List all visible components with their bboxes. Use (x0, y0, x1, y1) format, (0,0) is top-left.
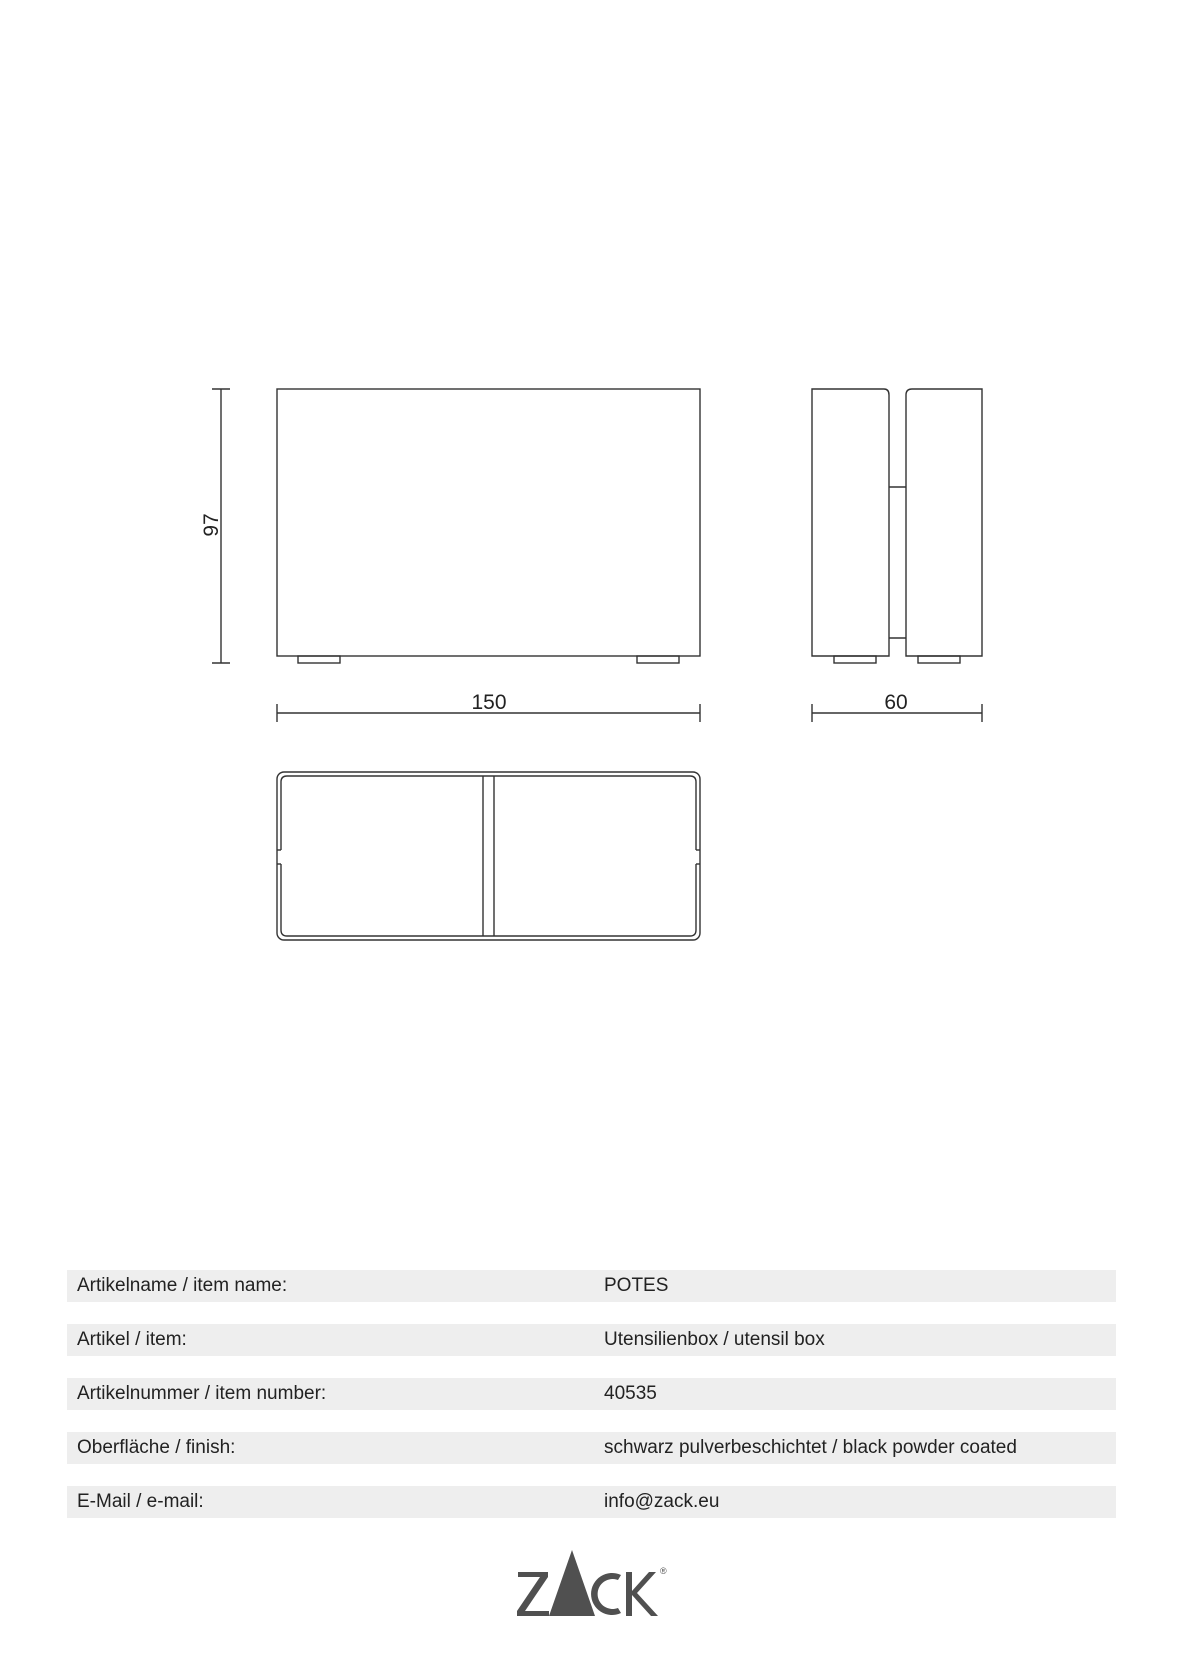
spec-value: POTES (604, 1275, 669, 1296)
front-view (277, 389, 700, 663)
spec-label: Artikelname / item name: (77, 1275, 288, 1296)
top-view (277, 772, 700, 940)
depth-dimension-label: 60 (884, 691, 908, 714)
spec-row-email (67, 1486, 1116, 1518)
spec-table (67, 1270, 1116, 1540)
spec-row-item-name (67, 1270, 1116, 1302)
side-view (812, 389, 982, 663)
zack-logo (515, 1548, 685, 1620)
spec-label: Artikel / item: (77, 1329, 187, 1350)
spec-label: Artikelnummer / item number: (77, 1383, 327, 1404)
spec-value: schwarz pulverbeschichtet / black powder coated (604, 1437, 1017, 1458)
spec-value: Utensilienbox / utensil box (604, 1329, 825, 1350)
spec-row-item (67, 1324, 1116, 1356)
spec-row-item-number (67, 1378, 1116, 1410)
spec-label: Oberfläche / finish: (77, 1437, 236, 1458)
spec-value: 40535 (604, 1383, 657, 1404)
width-dimension-label: 150 (471, 691, 507, 714)
registered-mark: ® (660, 1566, 667, 1576)
spec-label: E-Mail / e-mail: (77, 1491, 204, 1512)
height-dimension-label: 97 (200, 513, 223, 537)
spec-value: info@zack.eu (604, 1491, 720, 1512)
spec-row-finish (67, 1432, 1116, 1464)
